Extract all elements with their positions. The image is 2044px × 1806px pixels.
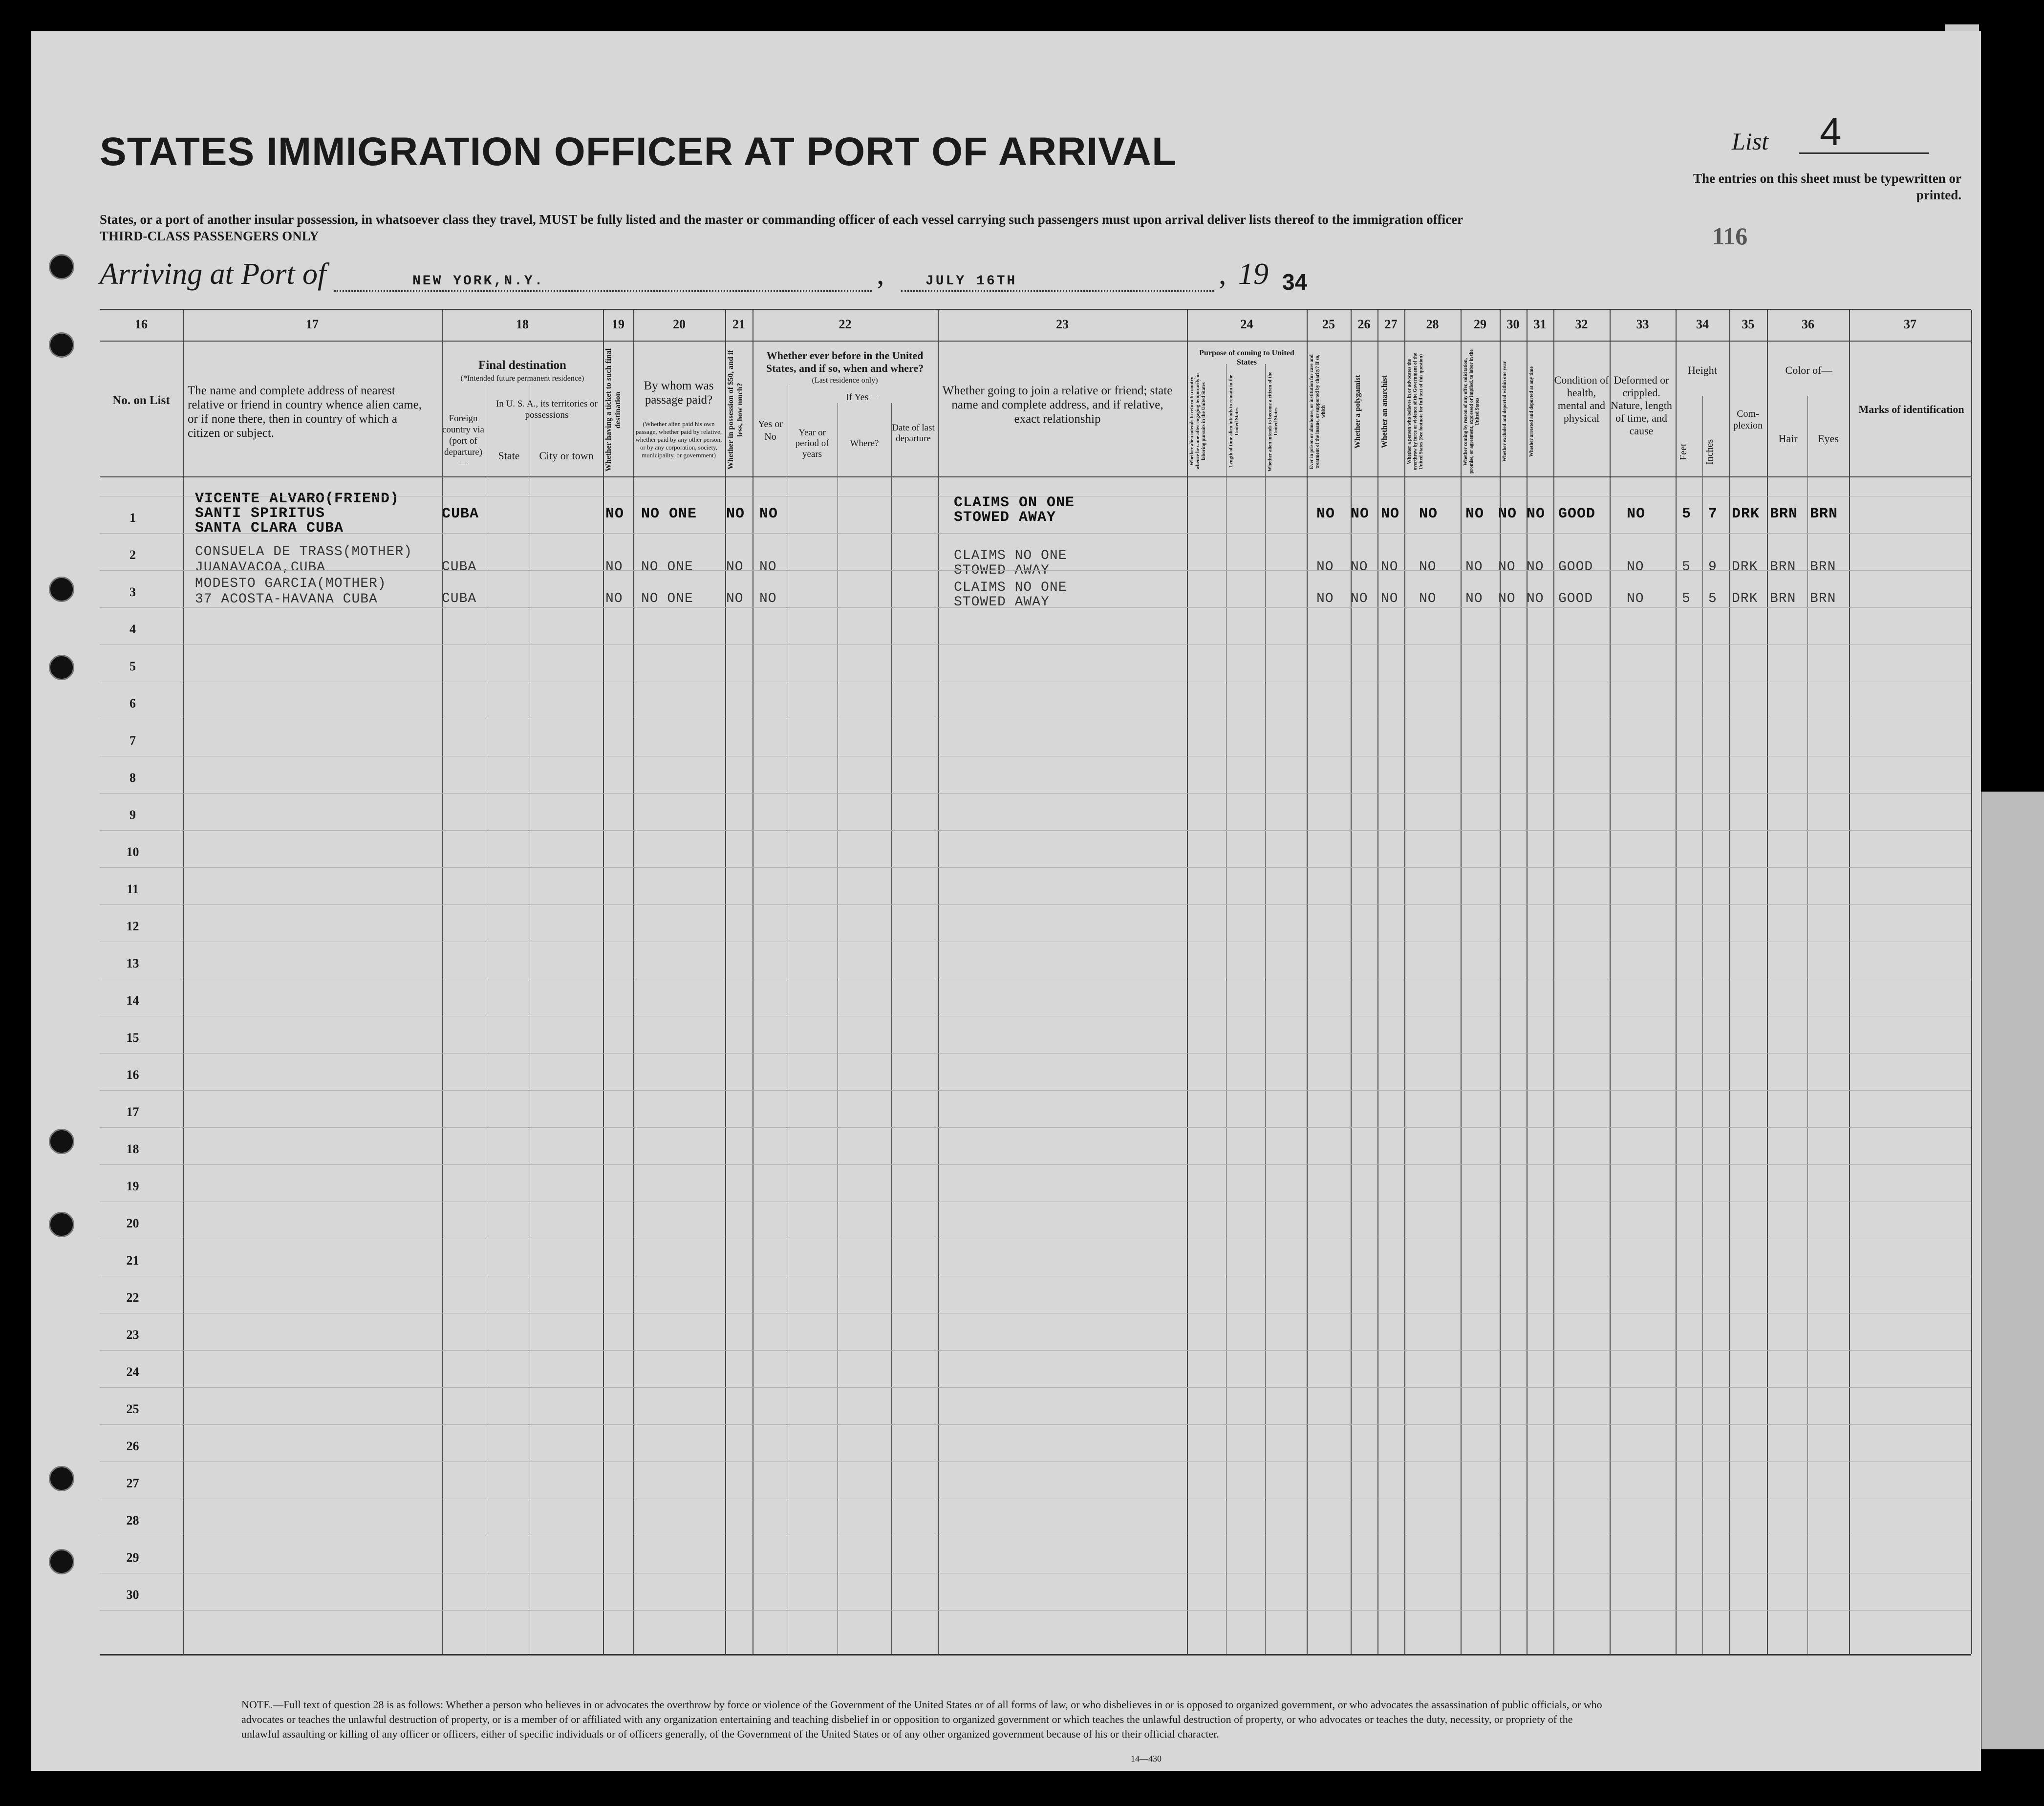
- eyes-value: BRN: [1810, 559, 1836, 575]
- row-rule: [100, 1090, 1971, 1091]
- row-rule: [100, 533, 1971, 534]
- ticket-value: NO: [605, 506, 624, 522]
- overthrow-value: NO: [1419, 506, 1438, 522]
- column-number: 17: [306, 317, 319, 331]
- polygamist-value: NO: [1351, 591, 1368, 606]
- arrested-value: NO: [1527, 591, 1544, 606]
- complexion-value: DRK: [1732, 559, 1758, 575]
- ticket-value: NO: [605, 559, 623, 575]
- row-rule: [100, 1387, 1971, 1388]
- hair-value: BRN: [1770, 559, 1796, 575]
- column-rule: [633, 310, 634, 1654]
- height-inches: 9: [1708, 559, 1717, 575]
- passage-paid-by: NO ONE: [641, 591, 693, 606]
- column-number: 20: [673, 317, 686, 331]
- row-number: 11: [127, 882, 139, 896]
- foreign-country: CUBA: [442, 506, 479, 522]
- row-number: 28: [126, 1513, 139, 1527]
- row-number: 5: [129, 659, 136, 673]
- hair-value: BRN: [1770, 591, 1796, 606]
- header-health: Condition of health, mental and physical: [1554, 374, 1609, 424]
- column-rule: [1676, 310, 1677, 1654]
- height-inches: 7: [1708, 506, 1718, 522]
- column-rule: [1377, 310, 1378, 1654]
- anarchist-value: NO: [1381, 559, 1399, 575]
- polygamist-value: NO: [1351, 506, 1370, 522]
- binder-hole: [49, 1549, 74, 1574]
- row-number: 3: [129, 585, 136, 599]
- row-number: 1: [129, 511, 136, 525]
- row-number: 22: [126, 1290, 139, 1305]
- column-number: 24: [1240, 317, 1253, 331]
- row-rule: [100, 1424, 1971, 1425]
- anarchist-value: NO: [1381, 506, 1400, 522]
- overthrow-value: NO: [1419, 591, 1437, 606]
- header-marks: Marks of identification: [1858, 403, 1964, 415]
- sub-column-rule: [1702, 396, 1703, 1654]
- deformed-value: NO: [1627, 591, 1644, 606]
- column-number: 33: [1636, 317, 1649, 331]
- row-number: 6: [129, 696, 136, 710]
- binder-hole: [49, 1212, 74, 1237]
- fifty-dollars-value: NO: [726, 591, 744, 606]
- column-rule: [1553, 310, 1554, 1654]
- form-subtitle: States, or a port of another insular possession, in whatsoever class they travel, MUST be fully listed and the master or commanding officer of each vessel carrying such passengers must upon arrival deliver lists thereof to the immigration officer THIRD-CLASS PASSENGERS ONLY: [100, 211, 1663, 244]
- header-final-destination-note: (*Intended future permanent residence): [460, 374, 584, 383]
- join-relative: STOWED AWAY: [954, 509, 1056, 526]
- anarchist-value: NO: [1381, 591, 1399, 606]
- arrival-date: JULY 16TH: [925, 274, 1017, 289]
- binder-hole: [49, 1466, 74, 1491]
- header-inches: Inches: [1704, 439, 1715, 465]
- complexion-value: DRK: [1732, 506, 1760, 522]
- class-line: THIRD-CLASS PASSENGERS ONLY: [100, 229, 319, 243]
- row-number: 20: [126, 1216, 139, 1230]
- deformed-value: NO: [1627, 506, 1646, 522]
- row-rule: [100, 1053, 1971, 1054]
- column-number: 31: [1533, 317, 1547, 331]
- header-final-destination: Final destination: [478, 359, 566, 372]
- column-number: 22: [839, 317, 852, 331]
- passage-paid-by: NO ONE: [641, 506, 697, 522]
- join-relative: STOWED AWAY: [954, 595, 1050, 610]
- column-number: 21: [732, 317, 745, 331]
- sub-column-rule: [1265, 364, 1266, 1654]
- column-number: 35: [1742, 317, 1755, 331]
- passenger-table: [100, 309, 1971, 1656]
- join-relative: STOWED AWAY: [954, 563, 1050, 578]
- before-in-us-value: NO: [759, 559, 777, 575]
- row-number: 14: [126, 993, 139, 1008]
- column-rule: [1500, 310, 1501, 1654]
- height-inches: 5: [1708, 591, 1717, 606]
- column-rule: [725, 310, 726, 1654]
- relative-address: 37 ACOSTA-HAVANA CUBA: [195, 592, 378, 607]
- fifty-dollars-value: NO: [726, 559, 744, 575]
- column-rule: [1351, 310, 1352, 1654]
- header-deformed: Deformed or crippled. Nature, length of time, and cause: [1611, 374, 1672, 437]
- header-labor-offer: Whether coming by reason of any offer, solicitation, promise, or agreement, expressed or implied, to labor in the United States: [1463, 349, 1480, 474]
- column-rule: [1404, 310, 1405, 1654]
- labor-offer-value: NO: [1465, 591, 1483, 606]
- row-number: 15: [126, 1031, 139, 1045]
- passage-paid-by: NO ONE: [641, 559, 693, 575]
- column-number: 36: [1802, 317, 1814, 331]
- column-number: 29: [1474, 317, 1486, 331]
- excluded-value: NO: [1498, 591, 1516, 606]
- health-value: GOOD: [1558, 559, 1593, 575]
- prison-value: NO: [1316, 591, 1334, 606]
- join-relative: CLAIMS NO ONE: [954, 580, 1067, 595]
- header-complexion: Com- plexion: [1733, 408, 1763, 431]
- row-number: 9: [129, 808, 136, 822]
- header-before-note: (Last residence only): [812, 376, 878, 385]
- relative-address: CONSUELA DE TRASS(MOTHER): [195, 544, 413, 559]
- row-number: 12: [126, 919, 139, 933]
- complexion-value: DRK: [1732, 591, 1758, 606]
- column-rule: [1971, 310, 1972, 1654]
- header-last-departure: Date of last departure: [892, 423, 935, 444]
- header-purpose-length: Length of time alien intends to remain in the United States: [1228, 375, 1240, 468]
- column-number: 18: [516, 317, 529, 331]
- row-rule: [100, 1610, 1971, 1611]
- header-arrested: Whether arrested and deported at any time: [1529, 366, 1534, 457]
- list-underline: [1799, 152, 1929, 154]
- row-number: 10: [126, 845, 139, 859]
- header-overthrow: Whether a person who believes in or advocates the overthrow by force or violence of the Government of the United States (See footnote for full text of this question): [1407, 353, 1424, 471]
- arriving-label: Arriving at Port of: [100, 258, 326, 291]
- header-city: City or town: [539, 450, 594, 462]
- height-feet: 5: [1682, 506, 1692, 522]
- arrested-value: NO: [1527, 506, 1546, 522]
- row-rule: [100, 1127, 1971, 1128]
- binder-hole: [49, 254, 74, 280]
- column-rule: [1461, 310, 1462, 1654]
- labor-offer-value: NO: [1465, 559, 1483, 575]
- health-value: GOOD: [1558, 591, 1593, 606]
- arrested-value: NO: [1527, 559, 1544, 575]
- form-number: 14—430: [1131, 1754, 1162, 1763]
- binder-hole: [49, 332, 74, 358]
- before-in-us-value: NO: [759, 591, 777, 606]
- column-number: 37: [1904, 317, 1916, 331]
- header-where: Where?: [850, 438, 879, 449]
- height-feet: 5: [1682, 591, 1691, 606]
- list-number: 4: [1820, 110, 1842, 153]
- prison-value: NO: [1316, 559, 1334, 575]
- relative-address: SANTA CLARA CUBA: [195, 520, 344, 537]
- header-passage-paid: By whom was passage paid?: [644, 379, 714, 407]
- column-rule: [1307, 310, 1308, 1654]
- column-number: 23: [1056, 317, 1069, 331]
- sub-column-rule: [1807, 396, 1808, 1654]
- row-rule: [100, 867, 1971, 868]
- fifty-dollars-value: NO: [726, 506, 745, 522]
- polygamist-value: NO: [1351, 559, 1368, 575]
- prison-value: NO: [1316, 506, 1335, 522]
- row-number: 25: [126, 1402, 139, 1416]
- year-suffix: 34: [1282, 269, 1308, 295]
- row-number: 8: [129, 771, 136, 785]
- row-number: 26: [126, 1439, 139, 1453]
- before-in-us-value: NO: [759, 506, 778, 522]
- year-prefix: 19: [1238, 258, 1269, 291]
- column-number: 26: [1357, 317, 1371, 331]
- deformed-value: NO: [1627, 559, 1644, 575]
- column-number: 19: [612, 317, 624, 331]
- arrival-port: NEW YORK,N.Y.: [412, 274, 545, 289]
- column-rule: [1610, 310, 1611, 1654]
- port-line: [334, 290, 872, 292]
- excluded-value: NO: [1498, 559, 1516, 575]
- row-number: 24: [126, 1365, 139, 1379]
- binder-hole: [49, 1129, 74, 1154]
- ticket-value: NO: [605, 591, 623, 606]
- row-number: 13: [126, 956, 139, 970]
- foreign-country: CUBA: [442, 591, 477, 606]
- eyes-value: BRN: [1810, 506, 1838, 522]
- header-prison: Ever in prison or almshouse, or institution for care and treatment of the insane, or supported by charity? If so, which: [1309, 354, 1326, 469]
- height-feet: 5: [1682, 559, 1691, 575]
- row-number: 29: [126, 1550, 139, 1565]
- footnote-question-28: NOTE.—Full text of question 28 is as follows: Whether a person who believes in or advocates the overthrow by force or violence of the Government of the United States or of all forms of law, or who disbelieves in or is opposed to organized government, or who advocates the assassination of public officials, or who advocates or teaches the unlawful destruction of property, or is a member of or affiliated with any organization entertaining and teaching disbelief in or opposition to organized government or which teaches the unlawful destruction of property, or who advocates or teaches the duty, necessity, or propriety of the unlawful assaulting or killing of any officer or officers, either of specific individuals or of officers generally, of the Government of the United States or of any other organized government because of his or their official character.: [241, 1698, 1602, 1740]
- row-rule: [100, 830, 1971, 831]
- row-rule: [100, 1164, 1971, 1165]
- relative-address: VICENTE ALVARO(FRIEND): [195, 491, 400, 507]
- sub-column-rule: [891, 403, 892, 1654]
- column-number: 28: [1426, 317, 1439, 331]
- column-number: 27: [1384, 317, 1398, 331]
- row-rule: [100, 904, 1971, 905]
- excluded-value: NO: [1498, 506, 1517, 522]
- row-number: 30: [126, 1588, 139, 1602]
- column-number: 34: [1696, 317, 1709, 331]
- row-number: 18: [126, 1142, 139, 1156]
- labor-offer-value: NO: [1465, 506, 1485, 522]
- row-rule: [100, 607, 1971, 608]
- header-if-yes: If Yes—: [845, 392, 879, 403]
- header-color: Color of—: [1785, 364, 1832, 376]
- row-number: 7: [129, 733, 136, 748]
- header-polygamist: Whether a polygamist: [1354, 375, 1362, 449]
- row-number: 27: [126, 1476, 139, 1490]
- header-passage-paid-note: (Whether alien paid his own passage, whether paid by relative, whether paid by any other person, or by any corporation, society, municipality, or government): [635, 420, 722, 459]
- column-rule: [1767, 310, 1768, 1654]
- header-fifty-dollars: Whether in possession of $50, and if less, how much?: [727, 350, 744, 470]
- header-height: Height: [1688, 364, 1717, 376]
- column-rule: [1849, 310, 1850, 1654]
- column-rule: [183, 310, 184, 1654]
- entries-note: The entries on this sheet must be typewritten or printed.: [1693, 171, 1961, 202]
- header-year-period: Year or period of years: [795, 428, 829, 459]
- relative-address: JUANAVACOA,CUBA: [195, 560, 326, 575]
- sheet-stamp: 116: [1712, 222, 1748, 250]
- health-value: GOOD: [1558, 506, 1596, 522]
- date-line: [901, 290, 1214, 292]
- header-ticket: Whether having a ticket to such final destination: [604, 348, 622, 472]
- header-anarchist: Whether an anarchist: [1380, 375, 1389, 448]
- column-rule: [1527, 310, 1528, 1654]
- binder-hole: [49, 577, 74, 602]
- relative-address: MODESTO GARCIA(MOTHER): [195, 576, 387, 591]
- column-number: 30: [1506, 317, 1520, 331]
- under-sheet-edge-lower: [1981, 792, 2044, 1749]
- binder-hole: [49, 655, 74, 680]
- foreign-country: CUBA: [442, 559, 477, 575]
- column-rule: [442, 310, 443, 1654]
- header-in-usa: In U. S. A., its territories or possessions: [496, 399, 598, 420]
- header-no-on-list: No. on List: [112, 394, 170, 407]
- header-purpose-citizen: Whether alien intends to become a citizen of the United States: [1268, 371, 1279, 472]
- header-relative: The name and complete address of nearest relative or friend in country whence alien came, or if none there, then in country of which a citizen or subject.: [188, 384, 422, 440]
- row-rule: [100, 793, 1971, 794]
- row-number: 17: [126, 1105, 139, 1119]
- header-feet: Feet: [1678, 443, 1689, 461]
- header-yes-no: Yes or No: [758, 419, 783, 442]
- row-number: 4: [129, 622, 136, 636]
- header-purpose: Purpose of coming to United States: [1199, 349, 1294, 366]
- header-purpose-return: Whether alien intends to return to country whence he came after engaging temporarily in laboring pursuits in the United States: [1189, 373, 1206, 470]
- column-rule: [603, 310, 604, 1654]
- hair-value: BRN: [1770, 506, 1798, 522]
- overthrow-value: NO: [1419, 559, 1437, 575]
- column-number: 32: [1575, 317, 1588, 331]
- row-rule: [100, 1350, 1971, 1351]
- column-rule: [1187, 310, 1188, 1654]
- column-rule: [1729, 310, 1730, 1654]
- eyes-value: BRN: [1810, 591, 1836, 606]
- form-title: STATES IMMIGRATION OFFICER AT PORT OF ARRIVAL: [100, 129, 1177, 174]
- column-rule: [938, 310, 939, 1654]
- join-relative: CLAIMS ON ONE: [954, 494, 1075, 511]
- header-state: State: [498, 450, 520, 462]
- row-number: 23: [126, 1328, 139, 1342]
- header-hair: Hair: [1778, 432, 1798, 445]
- header-eyes: Eyes: [1818, 432, 1839, 445]
- column-number: 16: [135, 317, 148, 331]
- header-before-in-us: Whether ever before in the United States, and if so, when and where?: [766, 349, 924, 374]
- manifest-sheet: STATES IMMIGRATION OFFICER AT PORT OF ARRIVAL States, or a port of another insular possession, in whatsoever class they travel, MUST be fully listed and the master or commanding officer of each vessel carrying such passengers must upon arrival deliver lists thereof to the immigration officer THIRD-CLASS PASSENGERS ONLY List 4 The entries on this sheet must be typewritten or printed. 116 Arriving at Port of NEW YORK,N.Y. , JULY 16TH , 19 34 No. on List The name and complete address of nearest relative or friend in country whence alien came, or if none there, then in country of which a citizen or subject. Final destination (*Intended future permanent residence) Foreign country via (port of departure)— In U. S. A., its territories or possessions State City or town Whether having a ticket to such final destination By whom was passage paid? (Whether alien paid his own passage, whether paid by relative, whether paid by any other person, or by any corporation, society, municipality, or government) Whether in possession of $50, and if less, how much? Whether ever before in the United States, and if so, when and where? (Last residence only) Yes or No If Yes— Year or period of years Where? Date of last departure Whether going to join a relative or friend; state name and complete address, and if relative, exact relationship Purpose of coming to United States Whether alien intends to return to country whence he came after engaging temporarily in laboring pursuits in the United States Length of time alien intends to remain in the United States Whether alien intends to become a citizen of the United States Ever in prison or almshouse, or institution for care and treatment of the insane, or supported by charity? If so, which Whether a polygamist Whether an anarchist Whether a person who believes in or advocates the overthrow by force or violence of the Government of the United States (See footnote for full text of this question) Whether coming by reason of any offer, solicitation, promise, or agreement, expressed or implied, to labor in the United States Whether excluded and deported within one year Whether arrested and deported at any time Condition of health, mental and physical Deformed or crippled. Nature, length of time, and cause Height Feet Inches Com- plexion Color of— Hair Eyes Marks of identification 1 2 3 4 5 6 7 8 9 10 11 12 13 14 15 16 17 18 19 20 21 22 23 24 25 26 27 28 29 30 VICENTE ALVARO(FRIEND) SANTI SPIRITUS SANTA CLARA CUBA CUBA NO NO ONE NO NO CLAIMS ON ONE STOWED AWAY NO NO NO NO NO NO NO GOOD NO 5 7 DRK BRN BRN CONSUELA DE TRASS(MOTHER) JUANAVACOA,CUBA CUBA NO NO ONE NO NO CLAIMS NO ONE STOWED AWAY NO NO NO NO NO NO NO GOOD NO 5 9 DRK BRN BRN MODESTO GARCIA(MOTHER) 37 ACOSTA-HAVANA CUBA CUBA NO NO ONE NO NO CLAIMS NO ONE STOWED AWAY NO NO NO NO NO NO NO GOOD NO 5 5 DRK BRN BRN 16 17 18 19 20 21 22 23 24 25 26 27 28 29 30 31 32 33 34 35 36 37 NOTE.—Full text of question 28 is as follows: Whether a person who believes in or advocates the overthrow by force or violence of the Government of the United States or of all forms of law, or who disbelieves in or is opposed to organized government, or who advocates the assassination of public officials, or who advocates or teaches the unlawful destruction of property, or is a member of or affiliated with any organization entertaining and teaching disbelief in or opposition to organized government or which teaches the unlawful destruction of property, or who advocates or teaches the duty, necessity, or propriety of the unlawful assaulting or killing of any officer or officers, either of specific individuals or of officers generally, of the Government of the United States or of any other organized government because of his or their official character. 14—430: [31, 31, 1981, 1771]
- row-number: 19: [126, 1179, 139, 1193]
- header-foreign-country: Foreign country via (port of departure)—: [442, 413, 484, 469]
- row-number: 16: [126, 1068, 139, 1082]
- header-join-relative: Whether going to join a relative or friend; state name and complete address, and if relative, exact relationship: [942, 384, 1173, 426]
- row-number: 21: [126, 1253, 139, 1268]
- row-number: 2: [129, 548, 136, 562]
- list-label: List: [1732, 128, 1769, 155]
- relative-address: SANTI SPIRITUS: [195, 505, 325, 522]
- column-number: 25: [1322, 317, 1335, 331]
- header-excluded: Whether excluded and deported within one year: [1502, 361, 1507, 462]
- row-rule: [100, 570, 1971, 571]
- join-relative: CLAIMS NO ONE: [954, 548, 1067, 563]
